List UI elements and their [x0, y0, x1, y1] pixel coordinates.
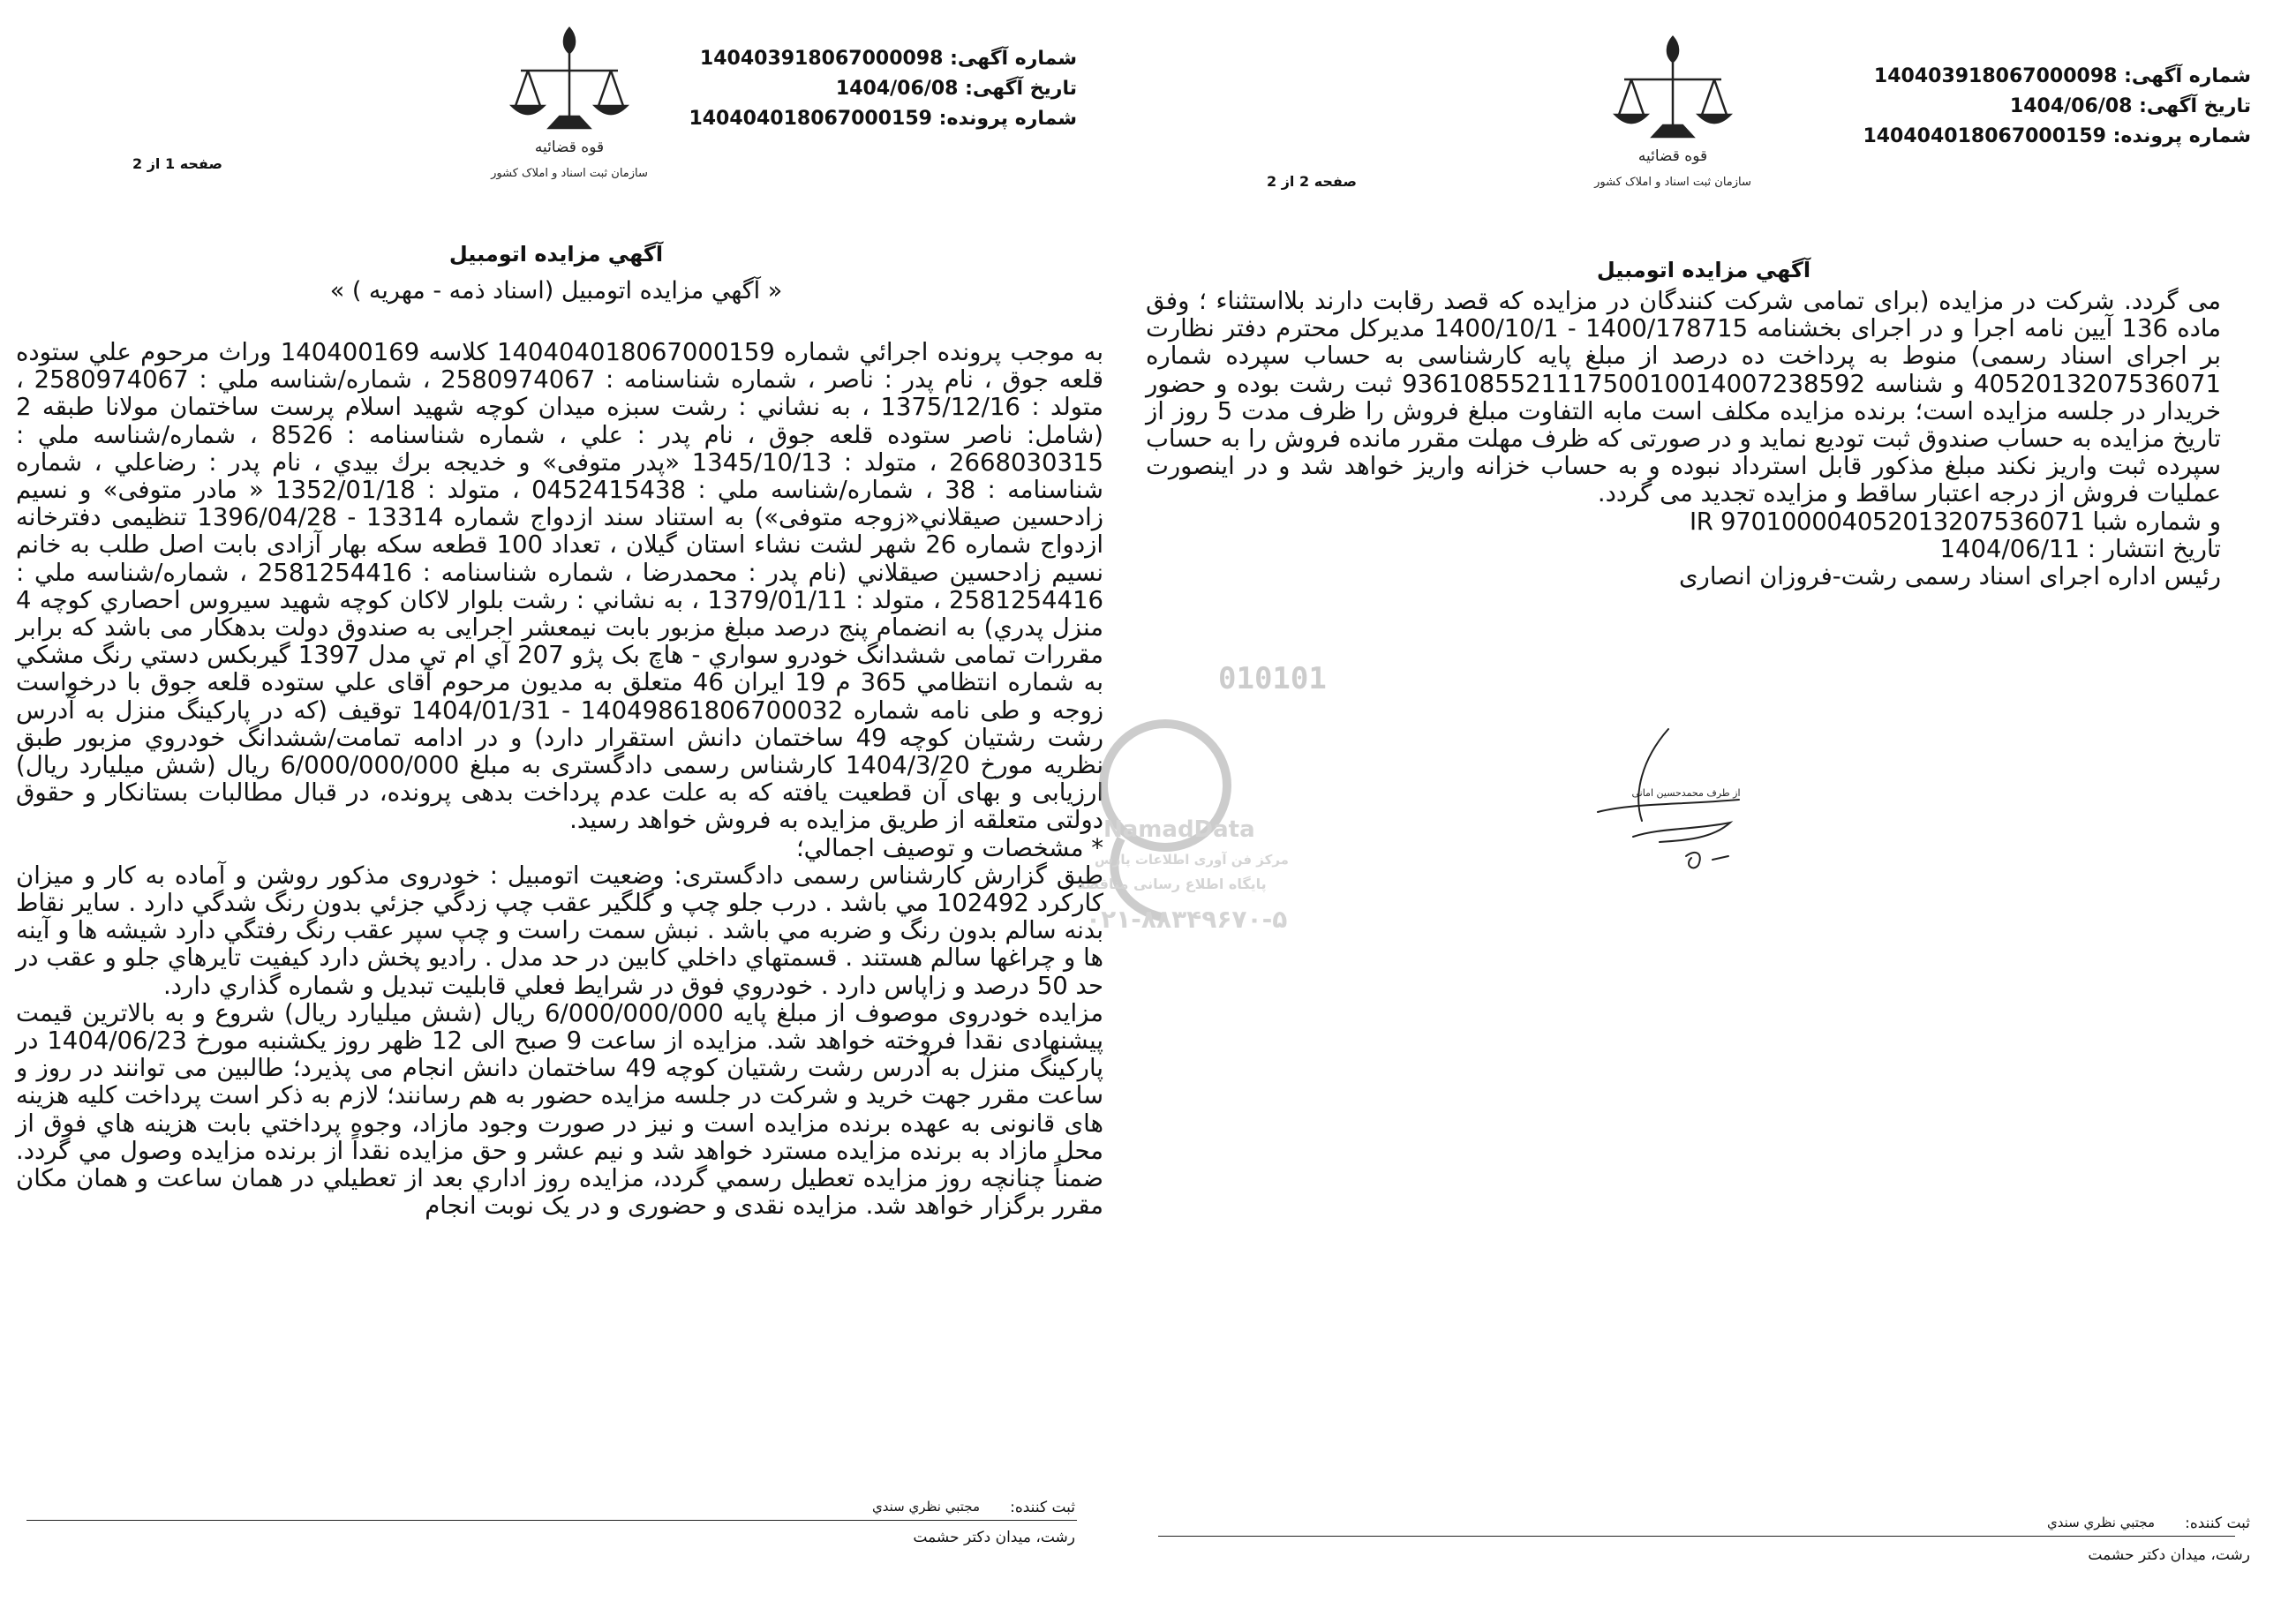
- svg-text:قوه قضائیه: قوه قضائیه: [534, 139, 605, 156]
- sheba-row: [1146, 508, 2221, 536]
- watermark-brand: NamadData: [1103, 816, 1255, 843]
- publish-date: 1404/06/11: [1939, 534, 2080, 563]
- svg-text:سازمان ثبت اسناد و املاک کشور: سازمان ثبت اسناد و املاک کشور: [1594, 176, 1751, 189]
- footer-address: رشت، ميدان دكتر حشمت: [2088, 1546, 2250, 1564]
- announcement-body: [16, 339, 1103, 1221]
- registrar-name: مجتبي نظري سندي: [871, 1499, 980, 1515]
- body-paragraph: * مشخصات و توصيف اجمالي؛: [795, 833, 1103, 862]
- registrar-label: ثبت كننده:: [2185, 1515, 2250, 1532]
- footer-divider: [26, 1520, 1077, 1521]
- watermark-line2: پایگاه اطلاع رسانی مناقصه: [1077, 876, 1267, 892]
- announcement-body: [1146, 288, 2221, 590]
- announcement-subtitle: « آگهي مزايده اتومبيل (اسناد ذمه - مهريه ) »: [329, 277, 783, 305]
- file-number-row: شماره پرونده: 140404018067000159: [689, 108, 1077, 130]
- announcement-number-row: شماره آگهی: 140403918067000098: [699, 48, 1077, 70]
- publish-date-label: تاريخ انتشار :: [2087, 534, 2221, 563]
- file-number: 140404018067000159: [689, 108, 932, 130]
- signature: [1580, 724, 1757, 883]
- publish-date-row: [1146, 536, 2221, 563]
- file-number-row: شماره پرونده: 140404018067000159: [1863, 125, 2251, 147]
- body-paragraph: می گردد. شركت در مزايده (برای تمامی شركت كنندگان در مزايده كه قصد رقابت دارند بلااستثناء ؛ وفق ماده 136 آيين نامه اجرا و در اجرای بخشنامه 1400/178715 - 1400/10/1 مديركل محترم دفتر نظارت بر اجرای اسناد رسمی) منوط به پرداخت ده درصد از مبلغ پايه كارشناسی به حساب سپرده شماره 4052013207536071 و شناسه 936108552111750010014007238592 ثبت رشت بوده و حضور خريدار در جلسه مزايده است؛ برنده مزايده مكلف است مابه التفاوت مبلغ فروش را ظرف مدت 5 روز از تاريخ مزايده به حساب صندوق ثبت توديع نمايد و در صورتی كه ظرف مهلت مقرر مانده فروش را به حساب سپرده ثبت واريز نكند مبلغ مذكور قابل استرداد نبوده و به حساب خزانه واريز خواهد شد و در اينصورت عمليات فروش از درجه اعتبار ساقط و مزايده تجديد می گردد.: [1146, 287, 2222, 508]
- page-number: صفحه 2 از 2: [1267, 173, 1357, 190]
- file-number: 140404018067000159: [1863, 125, 2106, 147]
- svg-text:قوه قضائیه: قوه قضائیه: [1637, 147, 1708, 165]
- announcement-number-row: شماره آگهی: 140403918067000098: [1873, 65, 2251, 87]
- body-paragraph: مزايده خودروی موصوف از مبلغ پايه 6/000/000/000 ريال (شش ميليارد ريال) شروع و به بالاترين قيمت پيشنهادی نقدا فروخته خواهد شد. مزايده از ساعت 9 صبح الی 12 ظهر روز يكشنبه مورخ 1404/06/23 در پاركينگ منزل به آدرس رشت رشتيان كوچه 49 ساختمان دانش انجام می پذيرد؛ طالبين می توانند در روز و ساعت مقرر جهت خريد و شركت در جلسه مزايده حضور به هم رسانند؛ لازم به ذكر است پرداخت كليه هزينه های قانونی به عهده برنده مزايده است و نيز در صورت وجود مازاد، وجوه پرداختي بابت هزينه هاي فوق از محل مازاد به برنده مزايده مسترد خواهد شد و نيم عشر و حق مزايده نقداً از برنده مزايده وصول مي گردد. ضمناً چنانچه روز مزايده تعطيل رسمي گردد، مزايده روز اداري بعد از تعطيلي در همان ساعت و همان مكان مقرر برگزار خواهد شد. مزايده نقدی و حضوری و در يک نوبت انجام: [16, 998, 1103, 1221]
- svg-text:010101: 010101: [1218, 661, 1327, 696]
- announcement-meta: [1863, 62, 2251, 152]
- judiciary-emblem: [491, 18, 648, 194]
- signature-icon: [1580, 724, 1757, 883]
- announcement-date: 1404/06/08: [835, 78, 959, 100]
- judiciary-emblem: [1594, 26, 1751, 203]
- svg-text:سازمان ثبت اسناد و املاک کشور: سازمان ثبت اسناد و املاک کشور: [491, 167, 648, 180]
- body-paragraph: به موجب پرونده اجرائي شماره 140404018067000159 كلاسه 140400169 وراث مرحوم علي ستوده قلعه جوق ، نام پدر : ناصر ، شماره شناسنامه : 2580974067 ، شماره/شناسه ملي : 2580974067 ، متولد : 1375/12/16 ، به نشاني : رشت سبزه ميدان كوچه شهيد اسلام پرست ساختمان مولانا طبقه 2 (شامل: ناصر ستوده قلعه جوق ، نام پدر : علي ، شماره شناسنامه : 8526 ، شماره/شناسه ملي : 2668030315 ، متولد : 1345/10/13 «پدر متوفى» و خديجه برك بيدي ، نام پدر : رضاعلي ، شماره شناسنامه : 38 ، شماره/شناسه ملي : 0452415438 ، متولد : 1352/01/18 « مادر متوفى» و نسيم زادحسين صيقلاني«زوجه متوفى») به استناد سند ازدواج شماره 13314 - 1396/04/28 تنظيمی دفترخانه ازدواج شماره 26 شهر لشت نشاء استان گيلان ، تعداد 100 قطعه سكه بهار آزادی بابت اصل طلب به خانم نسيم زادحسين صيقلاني (نام پدر : محمدرضا ، شماره شناسنامه : 2581254416 ، شماره/شناسه ملي : 2581254416 ، متولد : 1379/01/11 ، به نشاني : رشت بلوار لاكان كوچه شهيد سيروس احصاري كوچه 4 منزل پدري) به انضمام پنج درصد مبلغ مزبور بابت نيمعشر اجرايی به صندوق دولت بدهكار می باشد كه برابر مقررات تمامی ششدانگ خودرو سواري - هاچ بک پژو 207 آي ام تي مدل 1397 گيربكس دستي رنگ مشكي به شماره انتظامي 365 م 19 ايران 46 متعلق به مديون مرحوم آقای علي ستوده قلعه جوق با درخواست زوجه و طی نامه شماره 14049861806700032 - 1404/01/31 توقيف (كه در پاركينگ منزل به آدرس رشت رشتيان كوچه 49 ساختمان دانش استقرار دارد) و در ادامه تمامت/ششدانگ خودروي مزبور طبق نظريه مورخ 1404/3/20 كارشناس رسمی دادگستری به مبلغ 6/000/000/000 ريال (شش ميليارد ريال) ارزيابی و بهای آن قطعيت يافته كه به علت عدم پرداخت بدهی پرونده، در قبال مطالبات بستانكار و حقوق دولتی متعلقه از طريق مزايده به فروش خواهد رسيد.: [16, 338, 1104, 835]
- footer-address: رشت، ميدان دكتر حشمت: [913, 1529, 1075, 1546]
- page-1: [0, 0, 1121, 1609]
- judiciary-emblem-icon: [491, 18, 648, 194]
- announcement-meta: [689, 44, 1077, 134]
- svg-text:از طرف محمدحسین امانی: از طرف محمدحسین امانی: [1631, 787, 1741, 799]
- footer-divider: [1158, 1536, 2235, 1537]
- watermark-phone: ۰۲۱-۸۸۳۴۹۶۷۰-۵: [1086, 905, 1288, 934]
- announcement-date-row: تاریخ آگهی: 1404/06/08: [835, 78, 1077, 100]
- judiciary-emblem-icon: [1594, 26, 1751, 203]
- registrar-label: ثبت كننده:: [1010, 1499, 1075, 1516]
- signatory: رئيس اداره اجرای اسناد رسمی رشت-فروزان انصاری: [1679, 562, 2221, 591]
- sheba-label: و شماره شبا IR: [1689, 507, 2221, 536]
- watermark-line1: مرکز فن آوری اطلاعات پارس: [1095, 852, 1289, 868]
- announcement-date-row: تاریخ آگهی: 1404/06/08: [2009, 95, 2251, 117]
- announcement-title: آگهي مزايده اتومبيل: [448, 242, 664, 267]
- body-paragraph: طبق گزارش كارشناس رسمی دادگستری: وضعيت اتومبيل : خودروی مذكور روشن و آماده به كار و ميزان كاركرد 102492 مي باشد . درب جلو چپ و گلگير عقب چپ زدگي جزئي بدون رنگ شدگي دارد . ساير نقاط بدنه سالم بدون رنگ و ضربه مي باشد . نبش سمت راست و چپ سپر عقب رنگ رفتگي دارد شيشه ها و آينه ها و چراغها سالم هستند . قسمتهاي داخلي كابين در حد مدل . راديو پخش دارد كيفيت تايرهاي جلو و عقب در حد 50 درصد و زاپاس دارد . خودروي فوق در شرايط فعلي قابليت تبديل و شماره گذاري دارد.: [16, 861, 1103, 1000]
- announcement-date: 1404/06/08: [2009, 95, 2133, 117]
- announcement-number: 140403918067000098: [1873, 65, 2118, 87]
- sheba-number: 970100004052013207536071: [1720, 507, 2085, 536]
- announcement-title: آگهي مزايده اتومبيل: [1596, 258, 1811, 282]
- registrar-name: مجتبي نظري سندي: [2046, 1515, 2155, 1530]
- page-number: صفحه 1 از 2: [132, 155, 222, 172]
- announcement-number: 140403918067000098: [699, 48, 944, 70]
